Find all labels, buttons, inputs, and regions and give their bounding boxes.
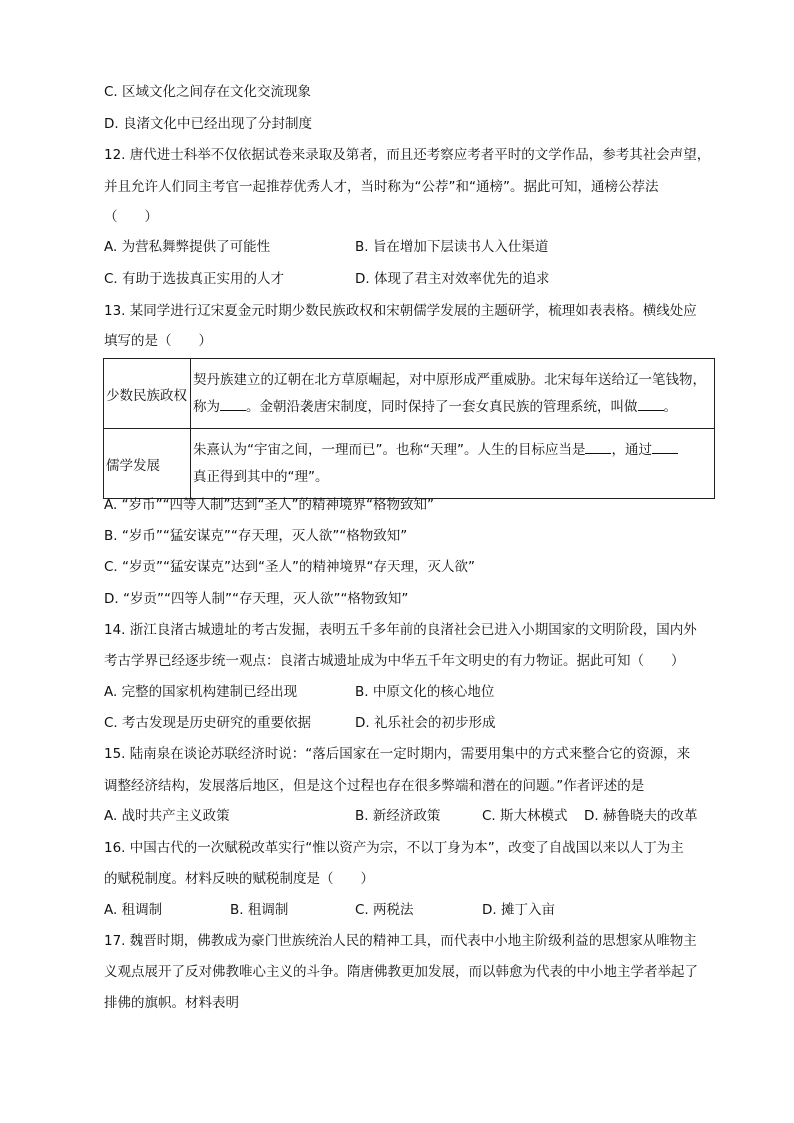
q13-table-content-confucian: [191, 429, 715, 499]
q13-table-label-confucian: 儒学发展: [104, 429, 191, 499]
q14-stem-line2: 考古学界已经逐步统一观点：良渚古城遗址成为中华五千年文明史的有力物证。据此可知（ ）: [104, 653, 685, 669]
q13-table-content-minority: [191, 359, 715, 429]
q13-stem-line1: 13. 某同学进行辽宋夏金元时期少数民族政权和宋朝儒学发展的主题研学，梳理如表表格。横线处应: [104, 303, 697, 319]
q16-option-c: C. 两税法: [355, 902, 414, 918]
q16-stem-line1: 16. 中国古代的一次赋税改革实行“惟以资产为宗，不以丁身为本”，改变了自战国以来以人丁为主: [104, 840, 684, 856]
q13-blank-1: [220, 396, 246, 411]
q14-option-d: D. 礼乐社会的初步形成: [355, 715, 496, 731]
q13-blank-2: [638, 396, 664, 411]
q13-table-row-confucian: [104, 429, 715, 499]
q14-option-b: B. 中原文化的核心地位: [355, 684, 495, 700]
q16-option-b: B. 租调制: [230, 902, 289, 918]
q13-table-label-minority: 少数民族政权: [104, 359, 191, 429]
q16-option-d: D. 摊丁入亩: [482, 902, 555, 918]
q13-table: [103, 358, 715, 499]
q14-stem-line1: 14. 浙江良渚古城遗址的考古发掘，表明五千多年前的良渚社会已进入小期国家的文明阶段，国内外: [104, 622, 697, 638]
q15-option-d: D. 赫鲁晓夫的改革: [584, 808, 698, 824]
q16-option-a: A. 租调制: [104, 902, 163, 918]
q13-option-d: D. “岁贡”“四等人制”“存天理，灭人欲”“格物致知”: [104, 591, 409, 607]
q12-option-b: B. 旨在增加下层读书人入仕渠道: [355, 239, 549, 255]
q13-row2-text-c: 真正得到其中的“理”。: [193, 468, 329, 485]
q13-option-a: A. “岁币”“四等人制”达到“圣人”的精神境界“格物致知”: [104, 497, 435, 513]
q13-row2-text-a: 朱熹认为“宇宙之间，一理而已”。也称“天理”。人生的目标应当是: [193, 441, 586, 458]
q12-stem-line2: 并且允许人们同主考官一起推荐优秀人才，当时称为“公荐”和“通榜”。据此可知，通榜公荐法: [104, 179, 659, 195]
q13-row1-text-b: 称为: [193, 398, 220, 415]
q13-option-b: B. “岁币”“猛安谋克”“存天理，灭人欲”“格物致知”: [104, 528, 408, 544]
q12-option-c: C. 有助于选拔真正实用的人才: [104, 271, 285, 287]
q12-stem-line3: （ ）: [104, 209, 158, 225]
q12-option-d: D. 体现了君主对效率优先的追求: [355, 271, 550, 287]
q15-stem-line1: 15. 陆南泉在谈论苏联经济时说：“落后国家在一定时期内，需要用集中的方式来整合它的资源，来: [104, 746, 691, 762]
q13-table-row-minority: [104, 359, 715, 429]
q14-option-a: A. 完整的国家机构建制已经出现: [104, 684, 298, 700]
q15-option-a: A. 战时共产主义政策: [104, 808, 230, 824]
q14-option-c: C. 考古发现是历史研究的重要依据: [104, 715, 312, 731]
q13-option-c: C. “岁贡”“猛安谋克”达到“圣人”的精神境界“存天理，灭人欲”: [104, 559, 475, 575]
q12-stem-line1: 12. 唐代进士科举不仅依据试卷来录取及第者，而且还考察应考者平时的文学作品，参考其社会声望，: [104, 147, 711, 163]
q16-stem-line2: 的赋税制度。材料反映的赋税制度是（ ）: [104, 871, 374, 887]
q13-blank-3: [585, 439, 611, 454]
q15-stem-line2: 调整经济结构，发展落后地区，但是这个过程也存在很多弊端和潜在的问题。”作者评述的是: [104, 778, 645, 794]
q15-option-c: C. 斯大林模式: [482, 808, 568, 824]
q17-stem-line2: 义观点展开了反对佛教唯心主义的斗争。隋唐佛教更加发展，而以韩愈为代表的中小地主学者举起了: [104, 964, 698, 980]
q11-option-d: D. 良渚文化中已经出现了分封制度: [104, 116, 312, 132]
q13-stem-line2: 填写的是（ ）: [104, 333, 212, 349]
q13-row1-text-d: 。: [663, 398, 677, 415]
q13-blank-4: [652, 439, 678, 454]
q13-row2-text-b: ，通过: [611, 441, 652, 458]
q13-row1-text-c: 。金朝沿袭唐宋制度，同时保持了一套女真民族的管理系统，叫做: [246, 398, 638, 415]
q13-row1-text-a: 契丹族建立的辽朝在北方草原崛起，对中原形成严重威胁。北宋每年送给辽一笔钱物，: [193, 371, 706, 388]
q17-stem-line3: 排佛的旗帜。材料表明: [104, 995, 239, 1011]
q17-stem-line1: 17. 魏晋时期，佛教成为豪门世族统治人民的精神工具，而代表中小地主阶级利益的思想家从唯物主: [104, 933, 697, 949]
q11-option-c: C. 区域文化之间存在文化交流现象: [104, 84, 312, 100]
q15-option-b: B. 新经济政策: [355, 808, 441, 824]
q12-option-a: A. 为营私舞弊提供了可能性: [104, 239, 271, 255]
